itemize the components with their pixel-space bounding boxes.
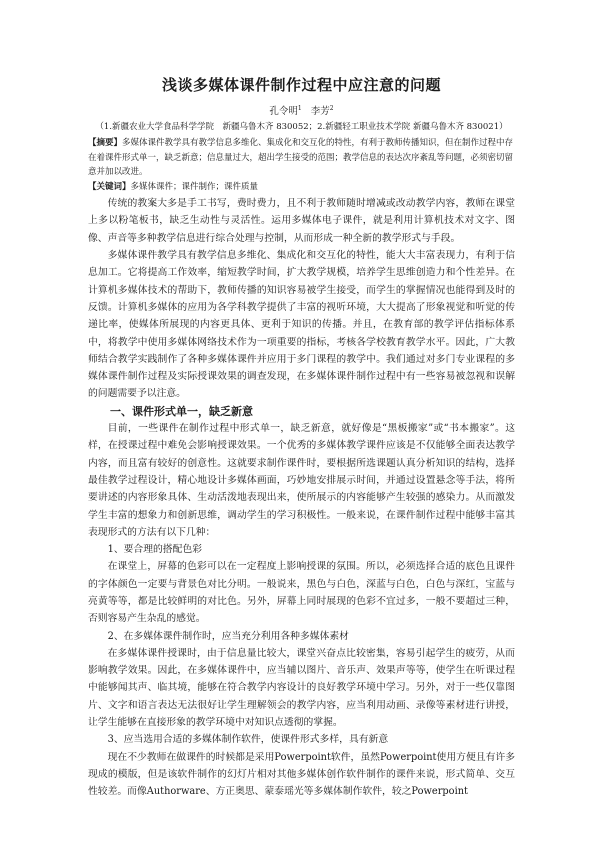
paper-title: 浅谈多媒体课件制作过程中应注意的问题 [161,76,441,94]
keywords [88,180,515,195]
body-paragraph: 在课堂上，屏幕的色彩可以在一定程度上影响授课的氛围。所以，必须选择合适的底色且课件的字体颜色一定要与背景色对比分明。一般说来，黑色与白色，深蓝与白色，白色与深红，宝蓝与亮黄等等，都是比较鲜明的对比色。另外，屏幕上同时展现的色彩不宜过多，一般不要超过三种，否则容易产生杂乱的感觉。 [88,561,515,625]
subsection-heading: 1、要合理的搭配色彩 [107,544,202,556]
author-name: 李芳 [310,106,330,118]
abstract [88,136,515,180]
affiliation: （1.新疆农业大学食品科学学院 新疆乌鲁木齐 830052；2.新疆轻工职业技术学院 新疆乌鲁木齐 830021） [95,122,508,133]
keywords-label: 【关键词】 [88,181,131,192]
abstract-text: 多媒体课件教学具有教学信息多维化、集成化和交互化的特性，有利于教师传播知识，但在制作过程中存在着课件形式单一，缺乏新意；信息量过大，超出学生接受的范围；教学信息的表达次序紊乱等问题，必须密切留意并加以改进。 [88,138,514,178]
section-heading: 一、课件形式单一，缺乏新意 [110,404,253,418]
body-paragraph: 传统的教案大多是手工书写，费时费力，且不利于教师随时增减或改动教学内容，教师在课堂上多以粉笔板书，缺乏生动性与灵活性。运用多媒体电子课件，就是利用计算机技术对文字、图像、声音等多种教学信息进行综合处理与控制，从而形成一种全新的教学形式与手段。 [88,198,515,244]
body-paragraph: 现在不少教师在做课件的时候都是采用Powerpoint软件，虽然Powerpoint使用方便且有许多现成的模版，但是该软件制作的幻灯片相对其他多媒体创作软件制作的课件来说，形式简单、交互性较差。而像Authorware、方正奥思、蒙泰瑶光等多媒体制作软件，较之Powerpoint [88,751,515,798]
author-affil-mark: 2 [329,105,334,112]
author-name: 孔令明 [269,106,298,118]
author-line [88,102,515,119]
subsection-heading: 2、在多媒体课件制作时，应当充分利用各种多媒体素材 [107,630,349,642]
author-affil-mark: 1 [297,105,302,112]
body-paragraph: 多媒体课件教学具有教学信息多维化、集成化和交互化的特性，能大大丰富表现力，有利于信息加工。它将提高工作效率，缩短教学时间，扩大教学规模，培养学生思维创造力和个性差异。在计算机多媒体技术的帮助下，教师传播的知识容易被学生接受，而学生的掌握情况也能得到及时的反馈。计算机多媒体的应用为各学科教学提供了丰富的视听环境，大大提高了形象视觉和听觉的传递比率，使媒体所展现的内容更具体、更利于知识的传播。并且，在教育部的教学评估指标体系中，将教学中使用多媒体网络技术作为一项重要的指标，考核各学校教育教学水平。因此，广大教师结合教学实践制作了各种多媒体课件并应用于多门课程的教学中。我们通过对多门专业课程的多媒体课件制作过程及实际授课效果的调查发现，在多媒体课件制作过程中有一些容易被忽视和误解的问题需要予以注意。 [88,250,515,400]
abstract-label: 【摘要】 [88,138,123,149]
body-paragraph: 在多媒体课件授课时，由于信息量比较大，课堂兴奋点比较密集，容易引起学生的疲劳，从而影响教学效果。因此，在多媒体课件中，应当辅以图片、音乐声、效果声等等，使学生在听课过程中能够闻其声、临其境，能够在符合教学内容设计的良好教学环境中学习。另外，对于一些仅靠图片、文字和语言表达无法很好让学生理解领会的教学内容，应当利用动画、录像等素材进行讲授，让学生能够在直接形象的教学环境中对知识点透彻的掌握。 [88,647,515,729]
body-paragraph: 目前，一些课件在制作过程中形式单一，缺乏新意，就好像是“黑板搬家”或“书本搬家”。这样，在授课过程中难免会影响授课效果。一个优秀的多媒体教学课件应该是不仅能够全面表达教学内容，而且富有较好的创意性。这就要求制作课件时，要根据所选课题认真分析知识的结构，选择最佳教学过程设计，精心地设计多媒体画面，巧妙地安排展示时间，并通过设置悬念等手法，将所要讲述的内容形象具体、生动活泼地表现出来，使所展示的内容能够产生较强的感染力。从而激发学生丰富的想象力和创新思维，调动学生的学习积极性。一般来说，在课件制作过程中能够丰富其表现形式的方法有以下几种： [88,423,515,538]
keywords-text: 多媒体课件；课件制作；课件质量 [130,181,259,192]
subsection-heading: 3、应当选用合适的多媒体制作软件，使课件形式多样，具有新意 [107,734,389,746]
